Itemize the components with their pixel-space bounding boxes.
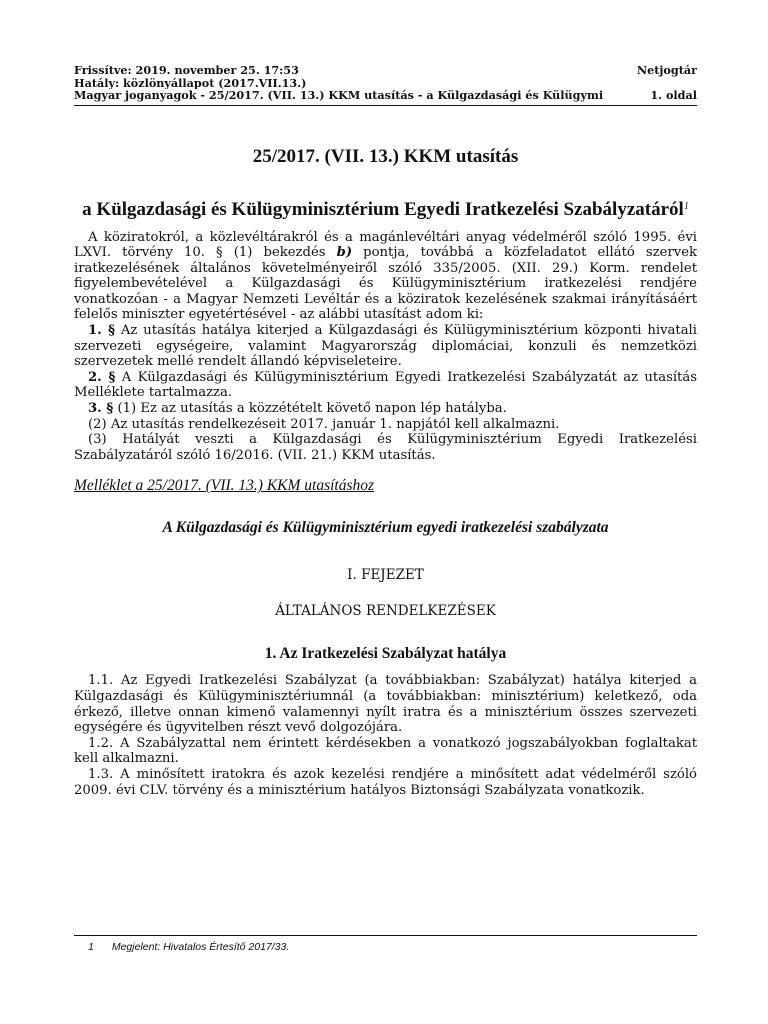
articles: [74, 323, 697, 463]
article-1-label: 1. §: [88, 323, 115, 339]
article-1: [74, 323, 697, 370]
article-2-text: A Külgazdasági és Külügyminisztérium Egyedi Iratkezelési Szabályzatát az utasítás Melléklete tartalmazza.: [74, 369, 697, 401]
preamble-text-1: A köziratokról, a közlevéltárakról és a magánlevéltári anyag védelméről szóló 1995. évi LXVI. törvény 10. § (1) bekezdés: [74, 229, 697, 261]
chapter-title: ÁLTALÁNOS RENDELKEZÉSEK: [275, 603, 496, 620]
header-validity: Hatály: közlönyállapot (2017.VII.13.): [74, 76, 307, 89]
article-2: [74, 370, 697, 401]
section-title: 1. Az Iratkezelési Szabályzat hatálya: [264, 645, 507, 663]
header-divider: [74, 105, 697, 106]
preamble: [74, 230, 697, 324]
header-line-2: [74, 77, 697, 90]
article-3-para-2: (2) Az utasítás rendelkezéseit 2017. január 1. napjától kell alkalmazni.: [88, 416, 560, 432]
annex-reference: Melléklet a 25/2017. (VII. 13.) KKM utasításhoz: [74, 477, 375, 495]
preamble-text-2: pontja, továbbá a közfeladatot ellátó szervek iratkezelésének általános követelményeiről szóló 335/2005. (XII. 29.) Korm. rendelet figyelembevételével a Külgazdasági és Külügyminisztérium iratkezelési rendjére vonatkozóan - a Magyar Nemzeti Levéltár és a köziratok kezelésének szakmai irányításáért felelős miniszter egyetértésével - az alábbi utasítást adom ki:: [74, 245, 697, 323]
article-3: [74, 401, 697, 417]
section-para-1-3: 1.3. A minősített iratokra és azok kezelési rendjére a minősített adat védelméről szóló 2009. évi CLV. törvény és a minisztérium hatályos Biztonsági Szabályzata vonatkozik.: [74, 766, 697, 798]
header-line-3: [74, 89, 697, 102]
preamble-paragraph: [74, 230, 697, 324]
footnote-text: Megjelent: Hivatalos Értesítő 2017/33.: [111, 941, 290, 953]
subtitle-text: a Külgazdasági és Külügyminisztérium Egyedi Iratkezelési Szabályzatáról: [82, 198, 684, 220]
document-title: 25/2017. (VII. 13.) KKM utasítás: [252, 145, 519, 167]
header-document-path: Magyar joganyagok - 25/2017. (VII. 13.) KKM utasítás - a Külgazdasági és Külügymi: [74, 89, 604, 102]
footnote: [88, 941, 289, 953]
chapter-number: I. FEJEZET: [347, 567, 424, 584]
header-line-1: [74, 64, 697, 77]
section-para-1-1: 1.1. Az Egyedi Iratkezelési Szabályzat (a továbbiakban: Szabályzat) hatálya kiterjed a Külgazdasági és Külügyminisztériumnál (a továbbiakban: minisztérium) keletkező, oda érkező, illetve onnan kimenő valamennyi nyílt iratra és a minisztérium összes szervezeti egységére és ügyvitelben részt vevő dolgozójára.: [74, 673, 697, 736]
header-source: Netjogtár: [631, 64, 697, 77]
article-2-label: 2. §: [88, 369, 116, 385]
article-1-text: Az utasítás hatálya kiterjed a Külgazdasági és Külügyminisztérium központi hivatali szervezeti egységeire, valamint Magyarország diplomáciai, konzuli és nemzetközi szervezetek mellé rendelt állandó képviseleteire.: [74, 323, 697, 370]
document-page: [74, 64, 697, 798]
footnote-number: 1: [88, 941, 94, 953]
document-subtitle: [74, 196, 697, 220]
header-updated: Frissítve: 2019. november 25. 17:53: [74, 64, 299, 77]
header-page-number: 1. oldal: [644, 89, 697, 102]
article-3-para-3: (3) Hatályát veszti a Külgazdasági és Külügyminisztérium Egyedi Iratkezelési Szabályzatáról szóló 16/2016. (VII. 21.) KKM utasítás.: [74, 432, 697, 463]
preamble-point-ref: b): [336, 245, 353, 261]
footnote-mark[interactable]: 1: [683, 200, 689, 212]
footnote-divider: [74, 935, 697, 936]
page-header: [74, 64, 697, 106]
annex-title: A Külgazdasági és Külügyminisztérium egyedi iratkezelési szabályzata: [162, 519, 609, 537]
article-3-text: (1) Ez az utasítás a közzétételt követő napon lép hatályba.: [113, 401, 507, 417]
article-3-label: 3. §: [88, 401, 114, 417]
section-body: [74, 673, 697, 798]
section-para-1-2: 1.2. A Szabályzattal nem érintett kérdésekben a vonatkozó jogszabályokban foglaltakat kell alkalmazni.: [74, 735, 697, 767]
